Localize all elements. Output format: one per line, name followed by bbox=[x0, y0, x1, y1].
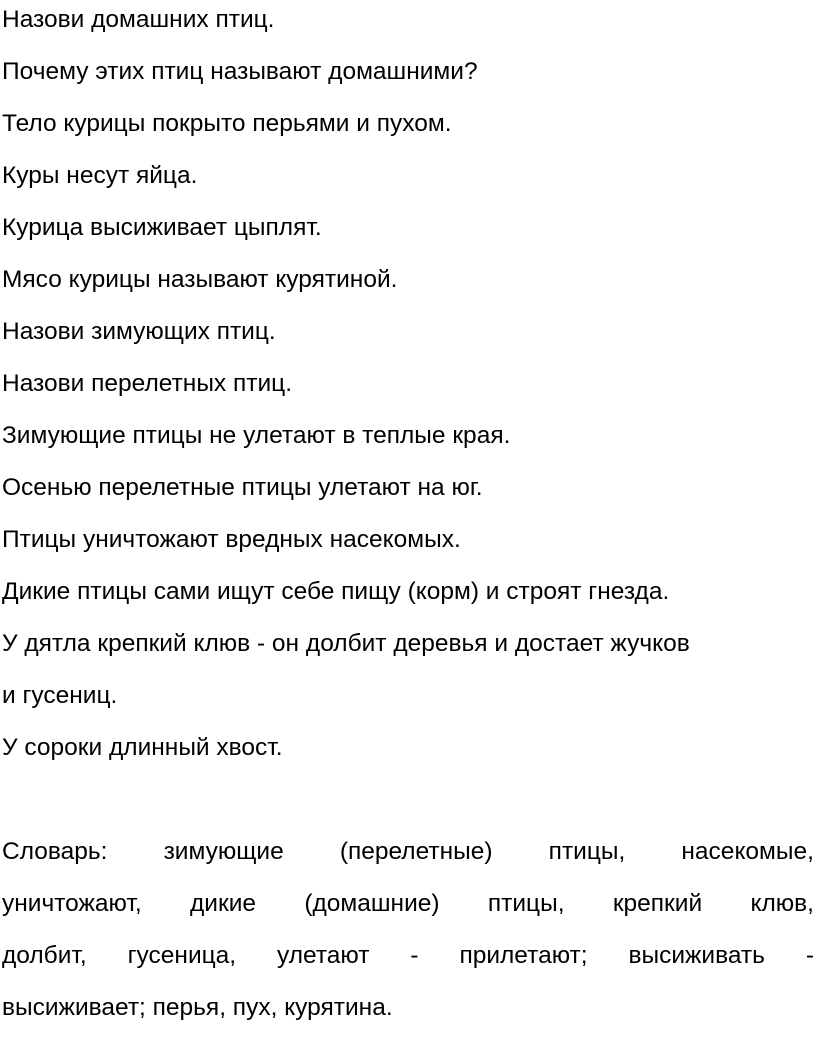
dictionary-line-4 bbox=[2, 982, 814, 1034]
text-line-8: Назови перелетных птиц. bbox=[2, 370, 293, 397]
dictionary-line-1 bbox=[2, 826, 814, 878]
text-line-6: Мясо курицы называют курятиной. bbox=[2, 266, 398, 293]
dictionary-word: крепкий bbox=[612, 890, 703, 917]
dictionary-word: клюв, bbox=[750, 890, 814, 917]
dictionary-line-2 bbox=[2, 878, 814, 930]
text-line-10: Осенью перелетные птицы улетают на юг. bbox=[2, 474, 483, 501]
text-line-7: Назови зимующих птиц. bbox=[2, 318, 276, 345]
dictionary-word: птицы, bbox=[487, 890, 565, 917]
text-line-15: У сороки длинный хвост. bbox=[2, 734, 283, 761]
dictionary-word: птицы, bbox=[548, 838, 626, 865]
text-line-14: и гусениц. bbox=[2, 682, 118, 709]
text-line-3: Тело курицы покрыто перьями и пухом. bbox=[2, 110, 452, 137]
dictionary-word: прилетают; bbox=[459, 942, 588, 969]
paragraph-spacer bbox=[2, 774, 814, 826]
dictionary-word: насекомые, bbox=[681, 838, 814, 865]
dictionary-word: гусеница, bbox=[127, 942, 237, 969]
dictionary-word: высиживает; перья, пух, курятина. bbox=[2, 994, 393, 1021]
dictionary-line-3 bbox=[2, 930, 814, 982]
text-line-1: Назови домашних птиц. bbox=[2, 6, 275, 33]
text-line-5: Курица высиживает цыплят. bbox=[2, 214, 322, 241]
dictionary-word: - bbox=[805, 942, 814, 969]
dictionary-word: - bbox=[410, 942, 419, 969]
dictionary-word: дикие bbox=[190, 890, 257, 917]
text-line-11: Птицы уничтожают вредных насекомых. bbox=[2, 526, 461, 553]
dictionary-word: (перелетные) bbox=[339, 838, 493, 865]
text-line-2: Почему этих птиц называют домашними? bbox=[2, 58, 478, 85]
text-line-13: У дятла крепкий клюв - он долбит деревья и достает жучков bbox=[2, 630, 690, 657]
dictionary-word: Словарь: bbox=[2, 838, 108, 865]
dictionary-word: высиживать bbox=[628, 942, 765, 969]
text-line-4: Куры несут яйца. bbox=[2, 162, 198, 189]
dictionary-word: улетают bbox=[277, 942, 370, 969]
text-line-9: Зимующие птицы не улетают в теплые края. bbox=[2, 422, 511, 449]
dictionary-word: зимующие bbox=[163, 838, 284, 865]
dictionary-word: уничтожают, bbox=[2, 890, 142, 917]
dictionary-word: (домашние) bbox=[304, 890, 440, 917]
dictionary-word: долбит, bbox=[2, 942, 87, 969]
document-page bbox=[2, 0, 814, 1034]
text-line-12: Дикие птицы сами ищут себе пищу (корм) и строят гнезда. bbox=[2, 578, 670, 605]
